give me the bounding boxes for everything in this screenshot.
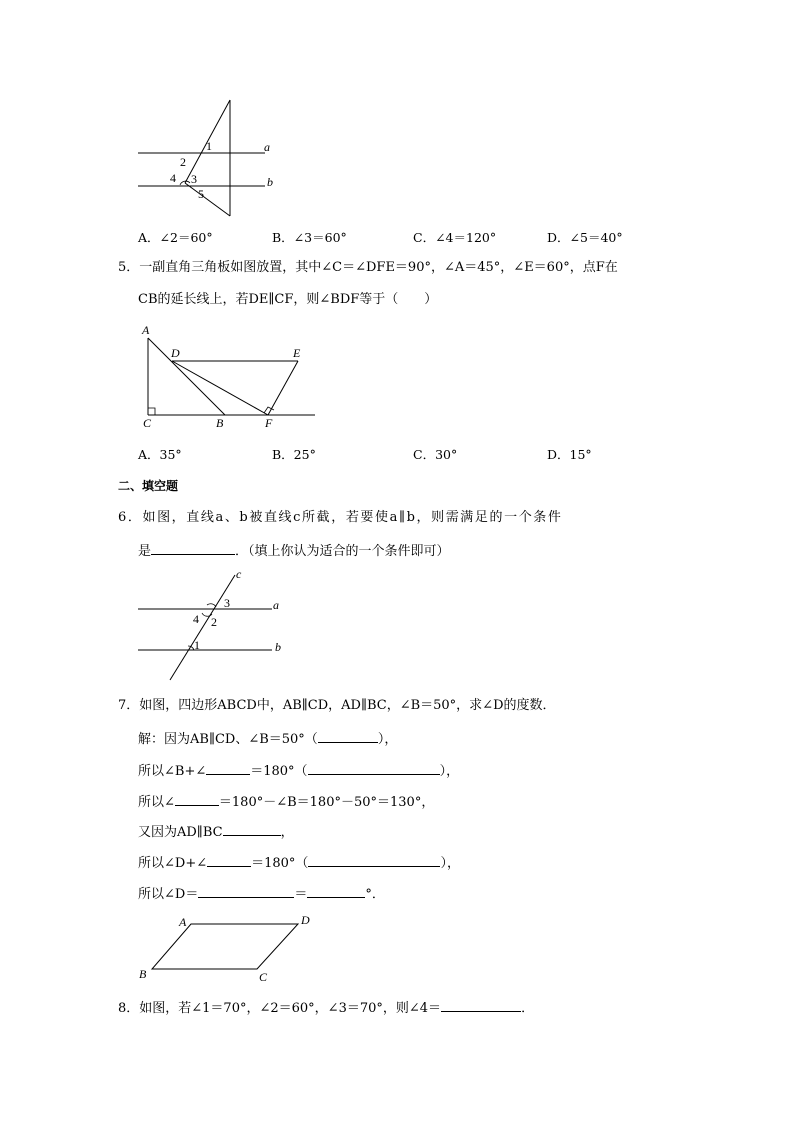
q4-figure bbox=[130, 95, 290, 225]
q4-option-c: C．∠4＝120° bbox=[413, 230, 497, 245]
q7-step4-text: 又因为AD∥BC bbox=[138, 825, 223, 840]
q6-label-4: 4 bbox=[193, 612, 199, 626]
q6-label-c: c bbox=[236, 567, 242, 581]
q5-label-b: B bbox=[216, 416, 224, 430]
q8-text: 8．如图，若∠1＝70°，∠2＝60°，∠3＝70°，则∠4＝ bbox=[118, 1001, 442, 1016]
q5-question-line2: CB的延长线上，若DE∥CF，则∠BDF等于（ ） bbox=[138, 292, 438, 307]
q5-label-e: E bbox=[293, 346, 301, 360]
q5-line-df bbox=[172, 361, 268, 415]
q7-blank-1[interactable] bbox=[318, 729, 378, 743]
q4-label-a: a bbox=[264, 140, 270, 154]
q7-label-b: B bbox=[139, 967, 147, 981]
q5-question-line1: 5．一副直角三角板如图放置，其中∠C＝∠DFE＝90°，∠A＝45°，∠E＝60°，点F在 bbox=[118, 260, 618, 275]
q7-step4-end: ， bbox=[280, 825, 294, 840]
q7-step5-text: 所以∠D+∠ bbox=[138, 856, 208, 871]
q7-blank-4[interactable] bbox=[175, 792, 219, 806]
q5-label-c: C bbox=[143, 416, 152, 430]
q4-option-a: A．∠2＝60° bbox=[138, 230, 213, 245]
q7-blank-6[interactable] bbox=[207, 853, 251, 867]
q6-label-a: a bbox=[273, 598, 279, 612]
q7-step2-text: 所以∠B+∠ bbox=[138, 764, 207, 779]
q6-answer-blank[interactable] bbox=[151, 541, 235, 555]
q7-step6 bbox=[138, 884, 385, 904]
q4-label-3: 3 bbox=[191, 172, 197, 186]
q7-step1-end: ）， bbox=[377, 732, 398, 747]
q6-label-1: 1 bbox=[194, 638, 200, 652]
q7-blank-7[interactable] bbox=[308, 853, 440, 867]
q4-label-b: b bbox=[267, 175, 273, 189]
q6-line-c bbox=[170, 575, 235, 680]
q4-option-b: B．∠3＝60° bbox=[272, 230, 347, 245]
q7-step6-mid: ＝ bbox=[294, 887, 308, 902]
q7-step2-end: ）， bbox=[439, 764, 460, 779]
section-heading-fill-in: 二、填空题 bbox=[118, 479, 179, 493]
q6-question-line1: 6．如图，直线a、b被直线c所截，若要使a∥b，则需满足的一个条件 bbox=[118, 510, 563, 525]
q7-blank-2[interactable] bbox=[206, 761, 250, 775]
q7-step3-text: 所以∠ bbox=[138, 795, 175, 810]
q4-label-2: 2 bbox=[180, 155, 186, 169]
q5-label-f: F bbox=[265, 416, 273, 430]
q5-figure bbox=[135, 320, 325, 435]
q7-step2 bbox=[138, 761, 459, 781]
q4-label-5: 5 bbox=[198, 187, 204, 201]
q5-option-c: C．30° bbox=[413, 447, 458, 462]
q6-label-3: 3 bbox=[224, 596, 230, 610]
q7-step3 bbox=[138, 792, 434, 812]
q6-text-pre: 是 bbox=[138, 544, 152, 559]
q8-answer-blank[interactable] bbox=[441, 998, 521, 1012]
q7-parallelogram bbox=[152, 924, 298, 969]
q7-step5 bbox=[138, 853, 460, 873]
q7-blank-5[interactable] bbox=[223, 822, 281, 836]
q7-step5-mid: ＝180°（ bbox=[251, 856, 309, 871]
q6-angle-arc bbox=[207, 604, 216, 607]
q7-step6-end: °． bbox=[365, 887, 385, 902]
q6-figure bbox=[132, 565, 292, 685]
q5-option-d: D．15° bbox=[547, 447, 592, 462]
q7-label-c: C bbox=[259, 970, 268, 984]
q5-option-b: B．25° bbox=[272, 447, 316, 462]
q5-line-ef bbox=[268, 361, 298, 415]
q4-option-d: D．∠5＝40° bbox=[547, 230, 623, 245]
q7-step1 bbox=[138, 729, 397, 749]
q7-step5-end: ）， bbox=[440, 856, 460, 871]
q7-step3-end: ＝180°－∠B＝180°－50°＝130°， bbox=[218, 795, 435, 810]
q6-question-line2 bbox=[138, 541, 450, 561]
q4-label-4: 4 bbox=[170, 171, 176, 185]
q5-label-d: D bbox=[171, 346, 180, 360]
q5-line-ab bbox=[148, 338, 225, 415]
q5-right-angle-c bbox=[148, 408, 155, 415]
q7-figure bbox=[135, 908, 325, 988]
q7-step6-text: 所以∠D＝ bbox=[138, 887, 199, 902]
q7-step4 bbox=[138, 822, 294, 842]
q8-text-end: ． bbox=[521, 1001, 535, 1016]
q7-blank-8[interactable] bbox=[198, 884, 294, 898]
q6-label-2: 2 bbox=[211, 615, 217, 629]
q4-label-1: 1 bbox=[206, 139, 212, 153]
q7-blank-3[interactable] bbox=[308, 761, 440, 775]
q7-question: 7．如图，四边形ABCD中，AB∥CD，AD∥BC，∠B＝50°，求∠D的度数． bbox=[118, 698, 556, 713]
q7-label-a: A bbox=[179, 915, 187, 929]
q7-step1-text: 解：因为AB∥CD、∠B＝50°（ bbox=[138, 732, 318, 747]
q6-text-post: ．（填上你认为适合的一个条件即可） bbox=[235, 544, 450, 559]
q7-blank-9[interactable] bbox=[307, 884, 365, 898]
q4-triangle-side bbox=[185, 183, 230, 216]
q8-question bbox=[118, 998, 534, 1018]
q5-label-a: A bbox=[142, 323, 150, 337]
q7-step2-mid: ＝180°（ bbox=[250, 764, 308, 779]
q5-option-a: A．35° bbox=[138, 447, 182, 462]
q7-label-d: D bbox=[301, 913, 310, 927]
q6-label-b: b bbox=[275, 640, 281, 654]
